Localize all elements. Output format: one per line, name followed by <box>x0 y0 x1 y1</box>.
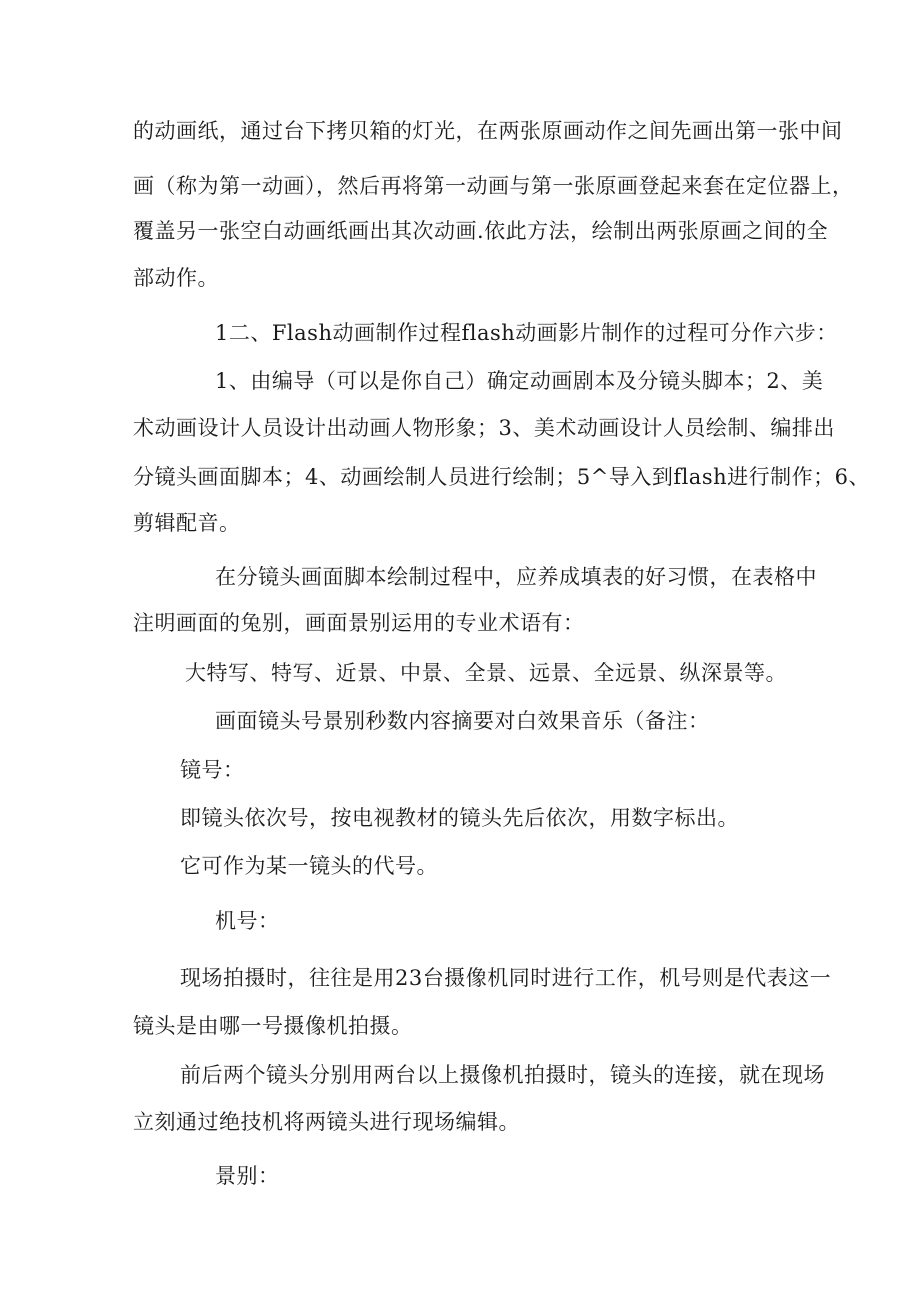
text-line: 1、由编导（可以是你自己）确定动画剧本及分镜头脚本；2、美 <box>215 369 824 393</box>
text-line: 画（称为第一动画），然后再将第一动画与第一张原画登起来套在定位器上， <box>133 174 854 198</box>
text-line: 前后两个镜头分别用两台以上摄像机拍摄时，镜头的连接，就在现场 <box>180 1063 825 1087</box>
text-line: 覆盖另一张空白动画纸画出其次动画.依此方法，绘制出两张原画之间的全 <box>133 219 829 243</box>
text-line: 部动作。 <box>133 266 219 290</box>
text-line: 在分镜头画面脚本绘制过程中，应养成填表的好习惯，在表格中 <box>215 565 817 589</box>
text-line: 机号： <box>215 909 280 933</box>
text-line: 分镜头画面脚本；4、动画绘制人员进行绘制；5^导入到flash进行制作；6、 <box>133 465 870 489</box>
text-line: 大特写、特写、近景、中景、全景、远景、全远景、纵深景等。 <box>185 661 787 685</box>
text-line: 即镜头依次号，按电视教材的镜头先后依次，用数字标出。 <box>180 806 739 830</box>
text-line: 现场拍摄时，往往是用23台摄像机同时进行工作，机号则是代表这一 <box>180 966 832 990</box>
text-line: 的动画纸，通过台下拷贝箱的灯光，在两张原画动作之间先画出第一张中间 <box>133 119 843 143</box>
text-line: 立刻通过绝技机将两镜头进行现场编辑。 <box>133 1110 520 1134</box>
text-line: 术动画设计人员设计出动画人物形象；3、美术动画设计人员绘制、编排出 <box>133 416 835 440</box>
text-line: 注明画面的兔别，画面景别运用的专业术语有： <box>133 611 585 635</box>
text-line: 1二、Flash动画制作过程flash动画影片制作的过程可分作六步： <box>215 321 838 345</box>
text-line: 景别： <box>215 1164 280 1188</box>
text-line: 镜头是由哪一号摄像机拍摄。 <box>133 1014 413 1038</box>
text-line: 剪辑配音。 <box>133 511 241 535</box>
text-line: 镜号： <box>180 758 245 782</box>
text-line: 它可作为某一镜头的代号。 <box>180 854 438 878</box>
text-line: 画面镜头号景别秒数内容摘要对白效果音乐（备注： <box>215 709 710 733</box>
